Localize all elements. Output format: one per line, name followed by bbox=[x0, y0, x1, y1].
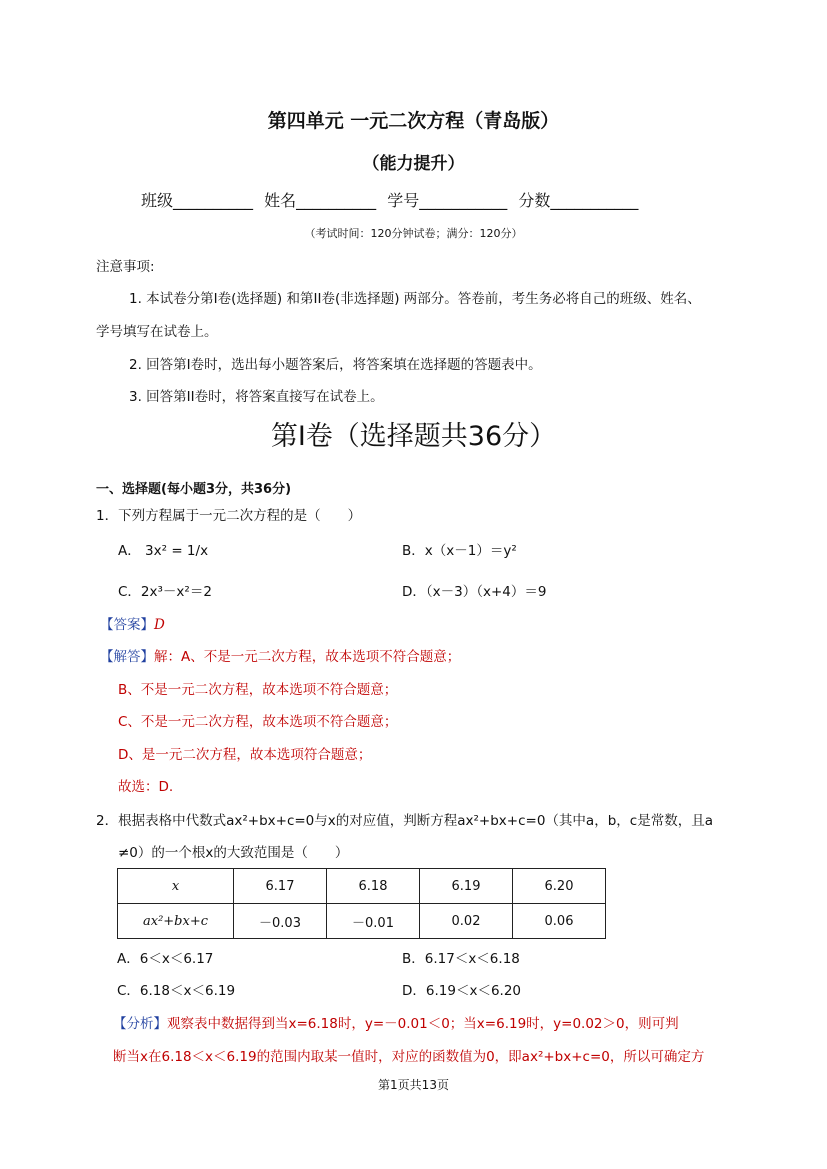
note-3: 3. 回答第II卷时，将答案直接写在试卷上。 bbox=[129, 389, 384, 405]
doc-subtitle: （能力提升） bbox=[362, 154, 465, 174]
q2-value-table bbox=[117, 868, 606, 939]
q2-analysis: 【分析】观察表中数据得到当x=6.18时，y=－0.01＜0；当x=6.19时，y=0.02＞0，则可判 bbox=[113, 1016, 679, 1032]
part1-title: 第I卷（选择题共36分） bbox=[270, 421, 557, 452]
score-field: 分数___________ bbox=[518, 191, 639, 210]
note-1: 1. 本试卷分第I卷(选择题) 和第II卷(非选择题) 两部分。答卷前，考生务必将自己的班级、姓名、 bbox=[129, 291, 701, 307]
solution-label: 【解答】 bbox=[100, 649, 154, 665]
section1-heading: 一、选择题(每小题3分，共36分) bbox=[96, 482, 292, 497]
q2-option-b: B．6.17＜x＜6.18 bbox=[402, 951, 520, 967]
name-field: 姓名__________ bbox=[264, 191, 377, 210]
q1-stem: 1．下列方程属于一元二次方程的是（ ） bbox=[96, 508, 362, 524]
q1-solution-line: 故选：D. bbox=[118, 779, 174, 795]
table-row: ax²+bx+c －0.03 －0.01 0.02 0.06 bbox=[118, 904, 606, 939]
q1-answer bbox=[100, 616, 165, 634]
notes-heading: 注意事项: bbox=[96, 259, 155, 275]
q1-option-a-expr: 3x² = 1/x bbox=[145, 543, 209, 559]
page-footer: 第1页共13页 bbox=[378, 1078, 449, 1092]
note-2: 2. 回答第I卷时，选出每小题答案后，将答案填在选择题的答题表中。 bbox=[129, 357, 542, 373]
exam-info: （考试时间：120分钟试卷；满分：120分） bbox=[304, 227, 523, 240]
q1-option-a: A． 3x² = 1/x bbox=[118, 543, 209, 559]
class-field: 班级__________ bbox=[141, 191, 254, 210]
table-row: x 6.17 6.18 6.19 6.20 bbox=[118, 869, 606, 904]
student-id-field: 学号___________ bbox=[387, 191, 508, 210]
q1-solution-line: B、不是一元二次方程，故本选项不符合题意； bbox=[118, 682, 398, 698]
q1-option-c: C．2x³－x²＝2 bbox=[118, 584, 212, 600]
q2-stem: 2．根据表格中代数式ax²+bx+c=0与x的对应值，判断方程ax²+bx+c=0（其中a，b，c是常数，且a bbox=[96, 813, 713, 829]
q1-solution-line: C、不是一元二次方程，故本选项不符合题意； bbox=[118, 714, 398, 730]
doc-title: 第四单元 一元二次方程（青岛版） bbox=[267, 110, 560, 132]
answer-label: 【答案】 bbox=[100, 617, 154, 633]
q1-solution-line: D、是一元二次方程，故本选项符合题意； bbox=[118, 747, 372, 763]
q2-analysis-cont: 断当x在6.18＜x＜6.19的范围内取某一值时，对应的函数值为0，即ax²+bx+c=0，所以可确定方 bbox=[113, 1049, 705, 1065]
q2-option-a: A．6＜x＜6.17 bbox=[117, 951, 214, 967]
student-info-fields bbox=[141, 191, 638, 211]
q1-solution: 【解答】解：A、不是一元二次方程，故本选项不符合题意； bbox=[100, 649, 461, 665]
note-1-cont: 学号填写在试卷上。 bbox=[96, 324, 218, 340]
q1-option-b: B．x（x－1）＝y² bbox=[402, 543, 517, 559]
q2-stem-cont: ≠0）的一个根x的大致范围是（ ） bbox=[118, 845, 349, 861]
q2-option-d: D．6.19＜x＜6.20 bbox=[402, 983, 522, 999]
analysis-label: 【分析】 bbox=[113, 1016, 167, 1032]
q2-option-c: C．6.18＜x＜6.19 bbox=[117, 983, 236, 999]
q1-option-d: D．（x－3）（x+4）＝9 bbox=[402, 584, 547, 600]
answer-value: D bbox=[154, 617, 165, 633]
